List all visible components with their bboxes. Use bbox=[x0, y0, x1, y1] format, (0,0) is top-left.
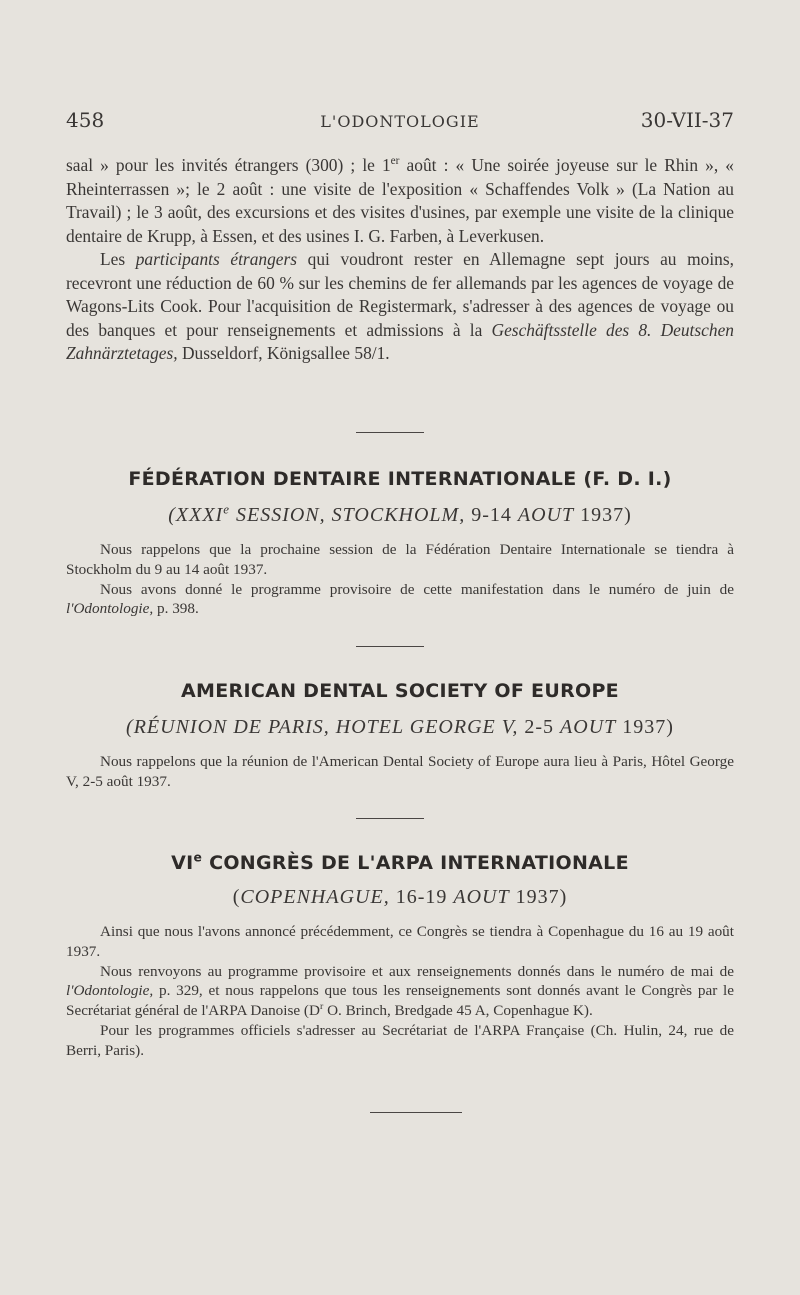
section-divider bbox=[356, 818, 424, 819]
section-divider bbox=[356, 432, 424, 433]
fdi-subtitle: (XXXIe SESSION, STOCKHOLM, 9-14 AOUT 1937) bbox=[168, 501, 632, 526]
arpa-paragraph-2: Nous renvoyons au programme provisoire et aux renseignements donnés dans le numéro de mai de l'Odontologie, p. 329, et nous rappelons que tous les renseignements sont donnés avant le Congrès par le Secrétariat général de l'ARPA Danoise ($D^r$ O. Brinch, Bredgade 45 A, Copenhague K). bbox=[66, 962, 734, 1020]
ads-paragraph-1: Nous rappelons que la réunion de l'American Dental Society of Europe aura lieu à Paris, Hôtel George V, 2-5 août 1937. bbox=[66, 753, 734, 790]
fdi-paragraph-2: Nous avons donné le programme provisoire de cette manifestation dans le numéro de juin de l'Odontologie, p. 398. bbox=[66, 580, 734, 618]
arpa-heading: VIe CONGRÈS DE L'ARPA INTERNATIONALE bbox=[171, 850, 629, 874]
arpa-paragraph-1: Ainsi que nous l'avons annoncé précédemment, ce Congrès se tiendra à Copenhague du 16 au 19 août 1937. bbox=[66, 923, 734, 960]
intro-paragraph-1: saal » pour les invités étrangers (300) ; le 1er août : « Une soirée joyeuse sur le Rhin », « Rheinterrassen »; le 2 août : une visite de l'exposition « Schaffendes Volk » (La Nation au Travail) ; le 3 août, des excursions et des visites d'usines, par exemple une visite de la clinique dentaire de Krupp, à Essen, et des usines I. G. Farben, à Leverkusen. bbox=[66, 155, 734, 246]
ads-body bbox=[66, 752, 734, 792]
fdi-paragraph-1: Nous rappelons que la prochaine session de la Fédération Dentaire Internationale se tiendra à Stockholm du 9 au 14 août 1937. bbox=[66, 541, 734, 578]
running-title: L'ODONTOLOGIE bbox=[320, 112, 480, 131]
arpa-subtitle: (COPENHAGUE, 16-19 AOUT 1937) bbox=[232, 886, 568, 908]
section-divider bbox=[370, 1112, 462, 1113]
ads-subtitle: (RÉUNION DE PARIS, HOTEL GEORGE V, 2-5 AOUT 1937) bbox=[126, 716, 674, 738]
fdi-body bbox=[66, 540, 734, 619]
issue-date: 30-VII-37 bbox=[640, 108, 734, 132]
running-header bbox=[66, 108, 734, 138]
intro-section bbox=[66, 154, 734, 366]
ads-heading: AMERICAN DENTAL SOCIETY OF EUROPE bbox=[181, 680, 619, 702]
arpa-paragraph-3: Pour les programmes officiels s'adresser au Secrétariat de l'ARPA Française (Ch. Hulin, 24, rue de Berri, Paris). bbox=[66, 1021, 734, 1059]
fdi-heading: FÉDÉRATION DENTAIRE INTERNATIONALE (F. D. I.) bbox=[128, 468, 672, 490]
section-divider bbox=[356, 646, 424, 647]
arpa-body bbox=[66, 922, 734, 1061]
intro-paragraph-2: Les participants étrangers qui voudront rester en Allemagne sept jours au moins, recevront une réduction de 60 % sur les chemins de fer allemands par les agences de voyage de Wagons-Lits Cook. Pour l'acquisition de Registermark, s'adresser à des agences de voyage ou des banques et pour renseignements et admissions à la Geschäftsstelle des 8. Deutschen Zahnärztetages, Dusseldorf, Königsallee 58/1. bbox=[66, 249, 734, 363]
page-number: 458 bbox=[66, 108, 105, 132]
